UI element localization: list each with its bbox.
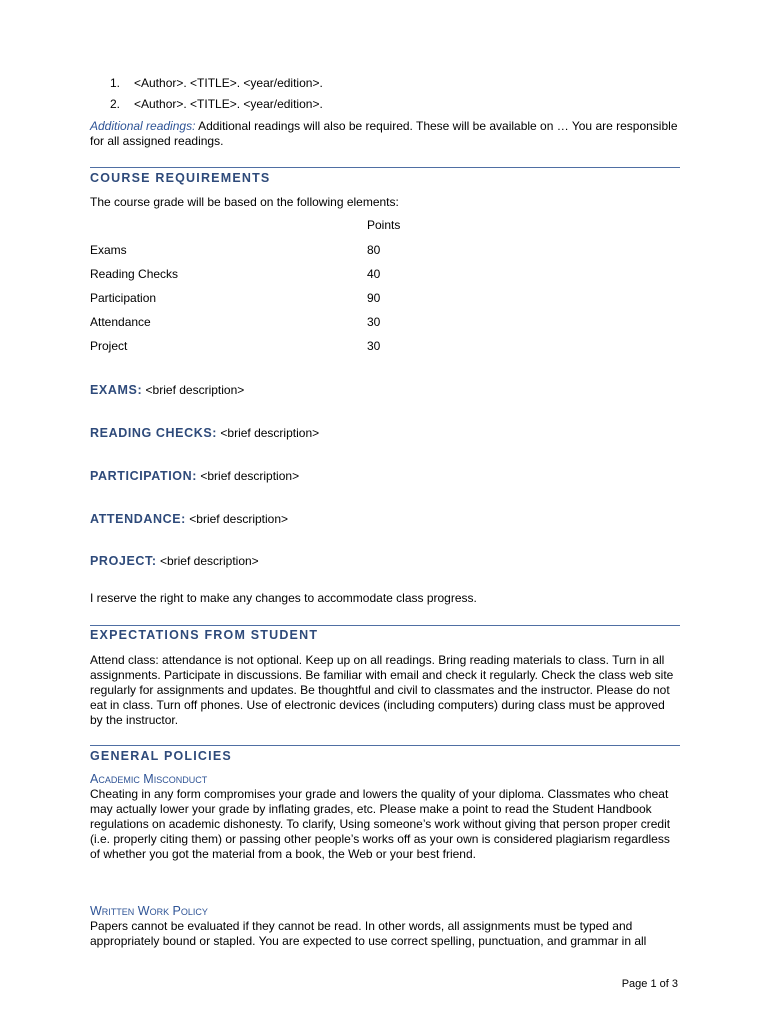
- participation-description: [90, 469, 299, 483]
- reading-checks-label: READING CHECKS:: [90, 426, 218, 440]
- reading-citation: <Author>. <TITLE>. <year/edition>.: [134, 76, 323, 90]
- additional-readings-text: Additional readings will also be required. These will be available on … You are responsible for all assigned readings.: [90, 119, 678, 148]
- additional-readings-label: Additional readings:: [90, 119, 196, 133]
- exams-desc: <brief description>: [142, 383, 245, 397]
- points-column-header: Points: [367, 218, 401, 232]
- grade-element-label: Exams: [90, 243, 127, 257]
- reading-list-item: [110, 97, 323, 111]
- section-heading-course-requirements: COURSE REQUIREMENTS: [90, 171, 271, 185]
- section-divider: [90, 745, 680, 746]
- list-number: 1.: [110, 76, 121, 90]
- academic-misconduct-title: Academic Misconduct: [90, 772, 208, 786]
- page-number: Page 1 of 3: [621, 978, 678, 990]
- written-work-policy-title: Written Work Policy: [90, 904, 208, 918]
- attendance-label: ATTENDANCE:: [90, 512, 186, 526]
- grade-element-label: Reading Checks: [90, 267, 179, 281]
- section-heading-general-policies: GENERAL POLICIES: [90, 749, 232, 763]
- reading-list-item: [110, 76, 323, 90]
- expectations-paragraph: Attend class: attendance is not optional. Keep up on all readings. Bring reading materials to class. Turn in all assignments. Participate in discussions. Be familiar with email and check it regularly. Check the class web site regularly for assignments and updates. Be thoughtful and civil to classmates and the instructor. Please do not eat in class. Turn off phones. Use of electronic devices (including computers) during class must be approved by the instructor.: [90, 653, 674, 727]
- project-label: PROJECT:: [90, 554, 157, 568]
- list-number: 2.: [110, 97, 121, 111]
- grade-element-points: 80: [367, 243, 381, 257]
- additional-readings-paragraph: [90, 119, 680, 149]
- participation-desc: <brief description>: [197, 469, 300, 483]
- reading-citation: <Author>. <TITLE>. <year/edition>.: [134, 97, 323, 111]
- participation-label: PARTICIPATION:: [90, 469, 198, 483]
- reading-checks-desc: <brief description>: [217, 426, 320, 440]
- grade-element-points: 90: [367, 291, 381, 305]
- written-work-paragraph: Papers cannot be evaluated if they cannot be read. In other words, all assignments must be typed and appropriately bound or stapled. You are expected to use correct spelling, punctuation, and grammar in all: [90, 919, 647, 948]
- attendance-desc: <brief description>: [185, 512, 289, 526]
- grade-element-label: Participation: [90, 291, 157, 305]
- project-description: [90, 554, 259, 568]
- grade-element-points: 40: [367, 267, 381, 281]
- section-divider: [90, 167, 680, 168]
- reading-checks-description: [90, 426, 319, 440]
- exams-description: [90, 383, 244, 397]
- section-divider: [90, 625, 680, 626]
- exams-label: EXAMS:: [90, 383, 143, 397]
- attendance-description: [90, 512, 288, 526]
- academic-misconduct-paragraph: Cheating in any form compromises your grade and lowers the quality of your diploma. Classmates who cheat may actually lower your grade by inflating grades, etc. Please make a point to read the Student Handbook regulations on academic dishonesty. To clarify, Using someone’s work without giving that person proper credit (i.e. properly citing them) or passing other people’s works off as your own is considered plagiarism regardless of whether you got the material from a book, the Web or your best friend.: [90, 787, 671, 861]
- section-heading-expectations: EXPECTATIONS FROM STUDENT: [90, 628, 319, 642]
- grade-element-points: 30: [367, 315, 381, 329]
- grade-element-label: Project: [90, 339, 128, 353]
- grade-element-label: Attendance: [90, 315, 151, 329]
- grade-element-points: 30: [367, 339, 381, 353]
- course-grade-intro: The course grade will be based on the following elements:: [90, 195, 399, 209]
- reserve-right-statement: I reserve the right to make any changes to accommodate class progress.: [90, 591, 477, 605]
- project-desc: <brief description>: [156, 554, 259, 568]
